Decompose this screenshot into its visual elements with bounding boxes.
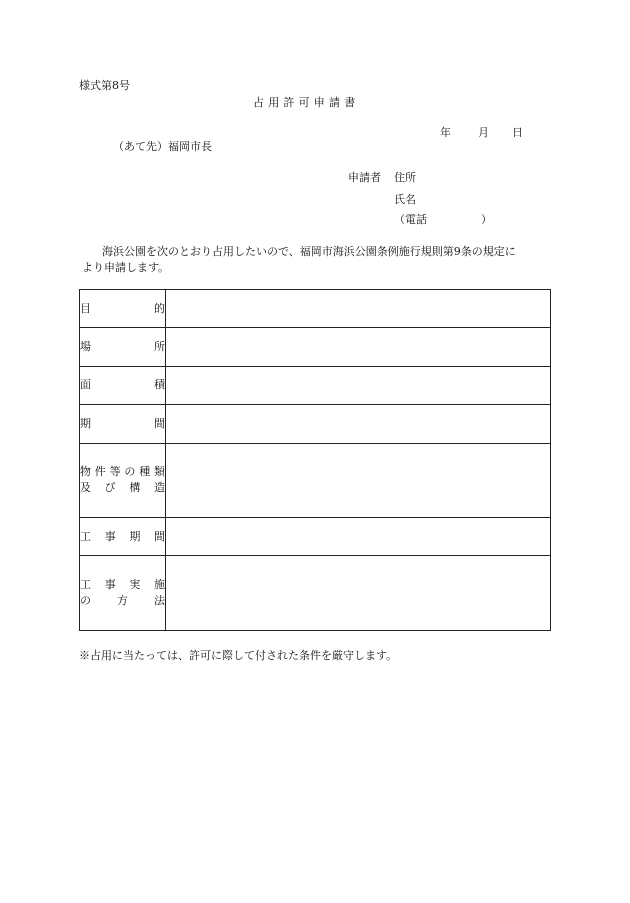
row-value-cell[interactable] [166,405,551,443]
row-label-line: 期 間 [80,416,165,430]
application-table [79,289,551,631]
row-label-cell [80,405,166,443]
row-value-cell[interactable] [166,290,551,328]
row-label-line: 工 事 実 施 [80,578,165,592]
date-month-label: 月 [478,126,489,139]
table-row [80,366,551,404]
table-row [80,405,551,443]
intro-line-2: より申請します。 [82,261,170,274]
document-title: 占用許可申請書 [253,96,360,109]
row-label-cell [80,328,166,366]
row-value-cell[interactable] [166,518,551,556]
phone-label: （電話 [394,213,427,226]
row-label-line: 目 的 [80,301,165,315]
intro-line-1: 海浜公園を次のとおり占用したいので、福岡市海浜公園条例施行規則第9条の規定に [102,245,516,258]
addressee: （あて先）福岡市長 [113,140,212,153]
date-year-label: 年 [440,126,451,139]
row-label-cell [80,366,166,404]
row-label-cell [80,556,166,631]
row-label-line: 工 事 期 間 [80,529,165,543]
intro-paragraph [82,244,562,276]
row-label-line: 場 所 [80,340,165,354]
address-label: 住所 [394,171,416,184]
row-label-line: 面 積 [80,378,165,392]
date-day-label: 日 [512,126,523,139]
form-number: 様式第8号 [79,79,130,92]
applicant-label: 申請者 [348,171,381,184]
row-value-cell[interactable] [166,366,551,404]
table-row [80,290,551,328]
table-row [80,518,551,556]
table-row [80,556,551,631]
phone-close-paren: ） [481,213,492,226]
row-value-cell[interactable] [166,328,551,366]
row-label-line: 物 件 等 の 種 類 [80,465,165,479]
row-label-line: の 方 法 [80,594,165,608]
footnote: ※占用に当たっては、許可に際して付された条件を厳守します。 [79,649,398,662]
table-row [80,443,551,518]
row-label-line: 及 び 構 造 [80,481,165,495]
row-value-cell[interactable] [166,443,551,518]
row-value-cell[interactable] [166,556,551,631]
name-label: 氏名 [394,193,416,206]
row-label-cell [80,290,166,328]
row-label-cell [80,518,166,556]
table-row [80,328,551,366]
row-label-cell [80,443,166,518]
